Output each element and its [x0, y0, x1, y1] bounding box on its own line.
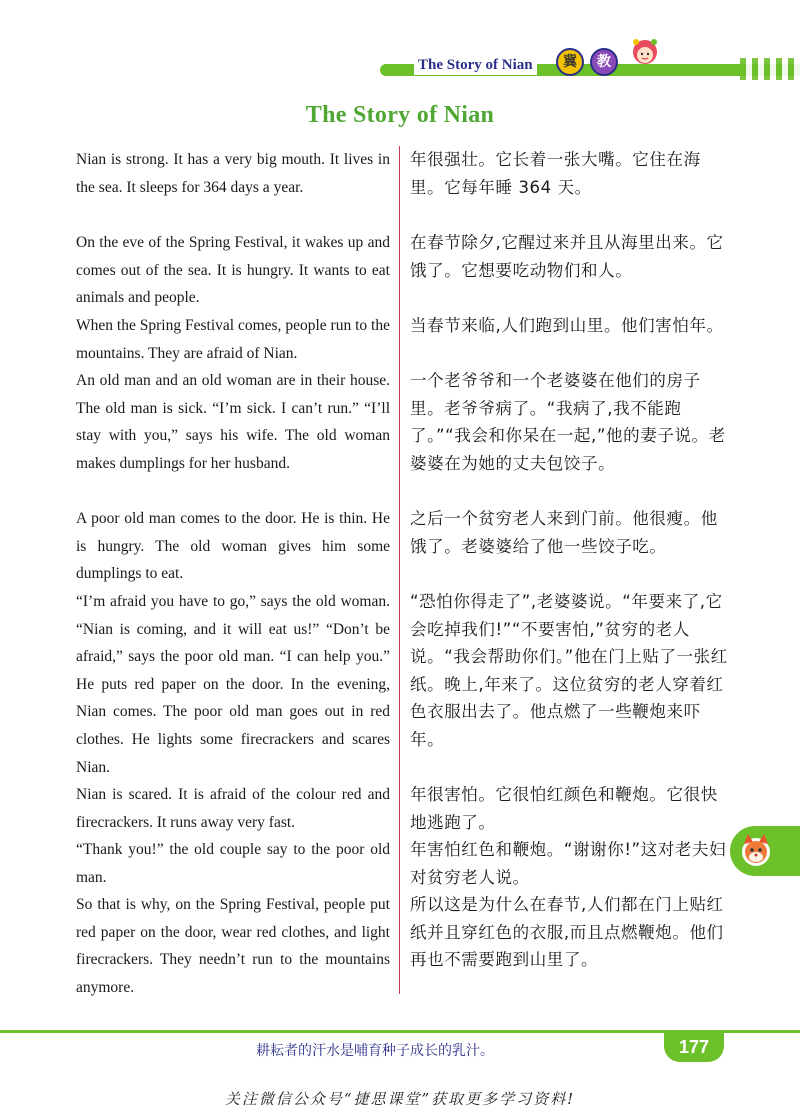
english-paragraph-2: On the eve of the Spring Festival, it wakes up and comes out of the sea. It is hungry. It wants to eat animals and people.	[76, 234, 390, 307]
chinese-paragraph-8: 年害怕红色和鞭炮。“谢谢你!”这对老夫妇对贫穷老人说。	[410, 840, 727, 887]
page-header	[0, 0, 800, 90]
page-title: The Story of Nian	[305, 102, 495, 128]
chinese-paragraph-7: 年很害怕。它很怕红颜色和鞭炮。它很快地逃跑了。	[410, 785, 718, 832]
chinese-paragraph-4: 一个老爷爷和一个老婆婆在他们的房子里。老爷爷病了。“我病了,我不能跑了。”“我会和你呆在一起,”他的妻子说。老婆婆在为她的丈夫包饺子。	[410, 371, 726, 473]
girl-mascot-icon	[620, 30, 670, 80]
chinese-paragraph-3: 当春节来临,人们跑到山里。他们害怕年。	[410, 316, 724, 335]
footer-handwritten-note: 关注微信公众号“捷思课堂”获取更多学习资料!	[224, 1090, 576, 1108]
page-number: 177	[664, 1032, 724, 1062]
publisher-badge-jiao: 教	[590, 48, 618, 76]
english-paragraph-4: An old man and an old woman are in their house. The old man is sick. “I’m sick. I can’t run.” “I’ll stay with you,” says his wife. The old woman makes dumplings for her husband.	[76, 372, 390, 472]
chinese-paragraph-1: 年很强壮。它长着一张大嘴。它住在海里。它每年睡 364 天。	[410, 150, 701, 197]
english-paragraph-5: A poor old man comes to the door. He is thin. He is hungry. The old woman gives him some dumplings to eat.	[76, 510, 390, 583]
chinese-paragraph-6: “恐怕你得走了”,老婆婆说。“年要来了,它会吃掉我们!”“不要害怕,”贫穷的老人说。“我会帮助你们。”他在门上贴了一张红纸。晚上,年来了。这位贫穷的老人穿着红色衣服出去了。他点燃了一些鞭炮来吓年。	[410, 592, 728, 749]
column-divider	[399, 146, 400, 994]
english-paragraph-9: So that is why, on the Spring Festival, people put red paper on the door, wear red clothes, and light firecrackers. They needn’t run to the mountains anymore.	[76, 896, 390, 996]
english-paragraph-3: When the Spring Festival comes, people run to the mountains. They are afraid of Nian.	[76, 317, 390, 362]
header-checker-pattern	[740, 58, 800, 80]
english-paragraph-1: Nian is strong. It has a very big mouth. It lives in the sea. It sleeps for 364 days a year.	[76, 151, 390, 196]
publisher-badge-ji: 冀	[556, 48, 584, 76]
side-mascot-tab	[730, 826, 800, 876]
english-paragraph-6: “I’m afraid you have to go,” says the old woman. “Nian is coming, and it will eat us!” “Don’t be afraid,” says the poor old man. “I can help you.” He puts red paper on the door. In the evening, Nian comes. The poor old man goes out in red clothes. He lights some firecrackers and scares Nian.	[76, 593, 390, 776]
fox-mascot-icon	[736, 830, 776, 870]
chinese-paragraph-5: 之后一个贫穷老人来到门前。他很瘦。他饿了。老婆婆给了他一些饺子吃。	[410, 509, 718, 556]
footer-motto: 耕耘者的汗水是哺育种子成长的乳汁。	[256, 1043, 494, 1059]
english-paragraph-7: Nian is scared. It is afraid of the colour red and firecrackers. It runs away very fast.	[76, 786, 390, 831]
english-paragraph-8: “Thank you!” the old couple say to the poor old man.	[76, 841, 390, 886]
chinese-paragraph-9: 所以这是为什么在春节,人们都在门上贴红纸并且穿红色的衣服,而且点燃鞭炮。他们再也不需要跑到山里了。	[410, 895, 724, 970]
chinese-paragraph-2: 在春节除夕,它醒过来并且从海里出来。它饿了。它想要吃动物们和人。	[410, 233, 724, 280]
header-title: The Story of Nian	[414, 55, 537, 75]
